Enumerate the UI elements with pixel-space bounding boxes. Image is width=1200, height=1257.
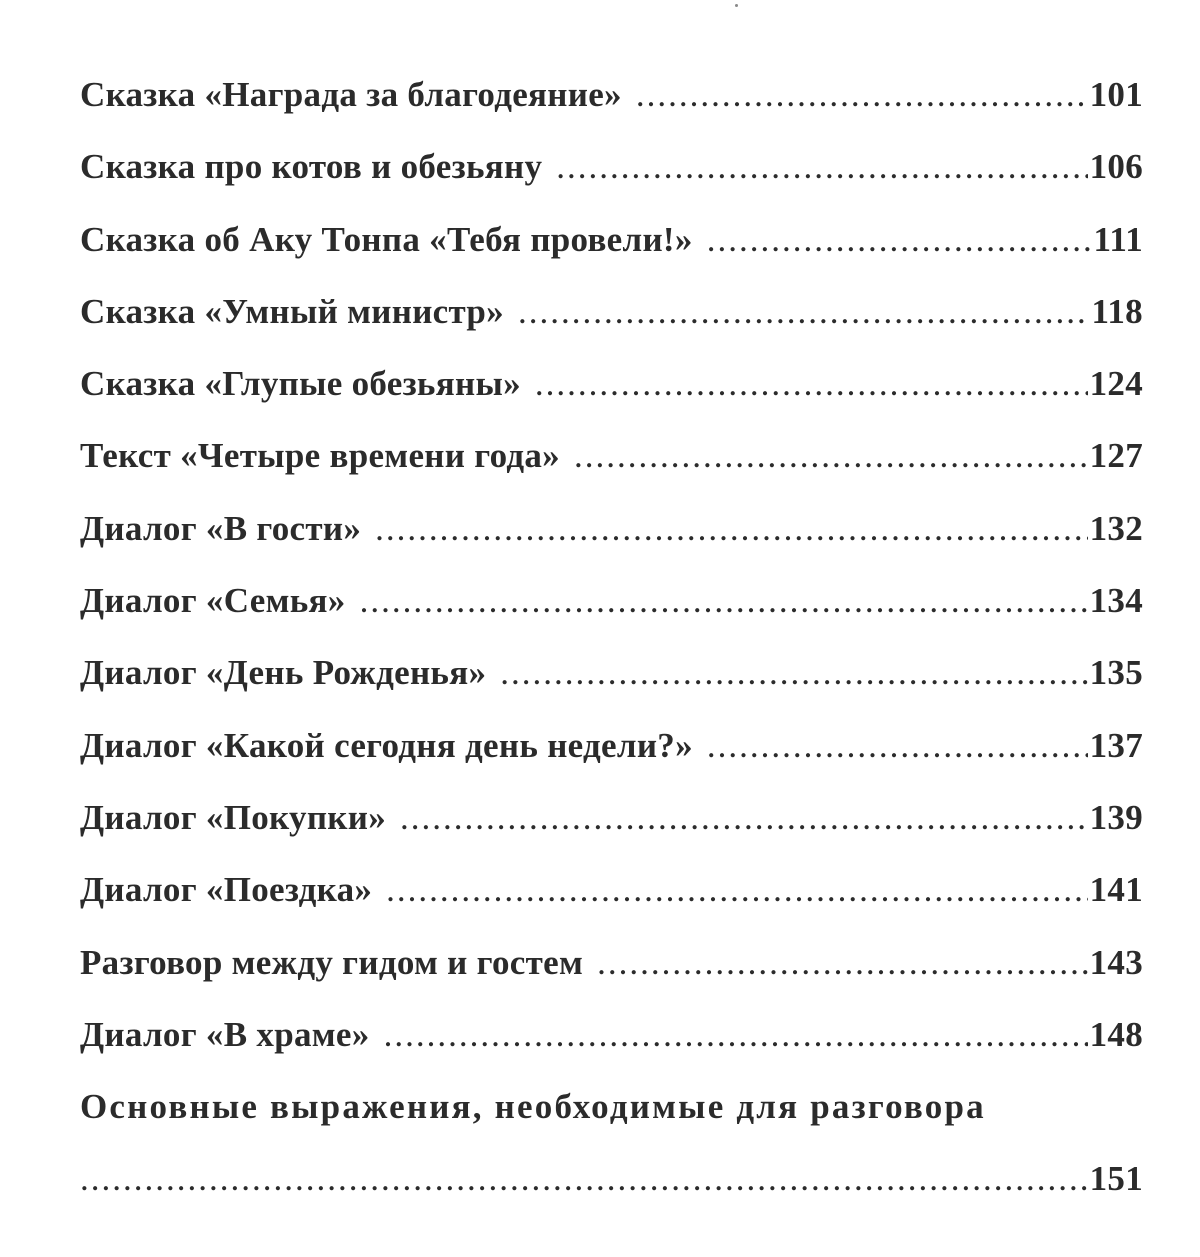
toc-entry (80, 726, 1143, 798)
toc-entry-title: Разговор между гидом и гостем (80, 942, 584, 982)
toc-entry-page: 134 (1089, 581, 1143, 621)
table-of-contents (80, 75, 1143, 1232)
dot-leader (400, 798, 1088, 838)
toc-entry-page: 124 (1089, 364, 1143, 404)
toc-entry-title: Сказка «Глупые обезьяны» (80, 364, 521, 404)
dot-leader (636, 75, 1088, 115)
toc-entry-page: 143 (1089, 942, 1143, 982)
toc-entry-title: Диалог «День Рожденья» (80, 653, 487, 693)
toc-entry (80, 509, 1143, 581)
toc-entry-page: 118 (1091, 291, 1143, 331)
toc-entry-title: Сказка «Награда за благодеяние» (80, 75, 622, 114)
toc-entry (80, 220, 1143, 292)
toc-entry (80, 653, 1143, 725)
toc-entry-title: Диалог «В храме» (80, 1014, 370, 1054)
toc-entry (80, 147, 1143, 219)
dot-leader (535, 364, 1088, 404)
toc-entry-title: Диалог «В гости» (80, 508, 362, 548)
toc-entry-title: Сказка об Аку Тонпа «Тебя провели!» (80, 219, 693, 259)
toc-entry (80, 581, 1143, 653)
dot-leader (360, 581, 1088, 621)
toc-entry-title: Диалог «Поездка» (80, 870, 373, 910)
dot-leader (574, 436, 1088, 476)
dot-leader (707, 220, 1092, 260)
toc-entry-page: 101 (1089, 75, 1143, 114)
toc-entry-page: 137 (1089, 725, 1143, 765)
toc-entry-title: Диалог «Покупки» (80, 797, 387, 837)
dot-leader (80, 1159, 1088, 1199)
toc-entry-title: Сказка про котов и обезьяну (80, 147, 543, 187)
dot-leader (384, 1015, 1088, 1055)
toc-entry-page: 148 (1089, 1014, 1143, 1054)
toc-entry (80, 1015, 1143, 1087)
dot-leader (597, 943, 1087, 983)
toc-entry-multiline (80, 1087, 1143, 1159)
toc-entry-continuation (80, 1159, 1143, 1231)
toc-entry (80, 75, 1143, 147)
toc-entry-title: Сказка «Умный министр» (80, 291, 504, 331)
toc-entry-page: 151 (1089, 1159, 1143, 1199)
dot-leader (386, 870, 1087, 910)
dot-leader (518, 292, 1090, 332)
toc-entry-page: 111 (1093, 219, 1143, 259)
toc-entry-page: 106 (1089, 147, 1143, 187)
toc-entry-page: 127 (1089, 436, 1143, 476)
toc-entry (80, 870, 1143, 942)
toc-entry-title: Диалог «Семья» (80, 581, 346, 621)
toc-entry-title: Диалог «Какой сегодня день недели?» (80, 725, 693, 765)
toc-entry (80, 292, 1143, 364)
toc-entry-page: 135 (1089, 653, 1143, 693)
toc-entry (80, 364, 1143, 436)
toc-entry-title: Основные выражения, необходимые для разговора (80, 1087, 986, 1127)
toc-entry-page: 141 (1089, 870, 1143, 910)
dot-leader (556, 147, 1087, 187)
toc-entry (80, 943, 1143, 1015)
dot-leader (500, 653, 1087, 693)
toc-entry (80, 436, 1143, 508)
toc-entry (80, 798, 1143, 870)
toc-entry-title: Текст «Четыре времени года» (80, 436, 560, 476)
scan-speck (735, 4, 738, 7)
toc-entry-page: 132 (1089, 508, 1143, 548)
dot-leader (375, 509, 1087, 549)
dot-leader (707, 726, 1088, 766)
toc-entry-page: 139 (1089, 797, 1143, 837)
